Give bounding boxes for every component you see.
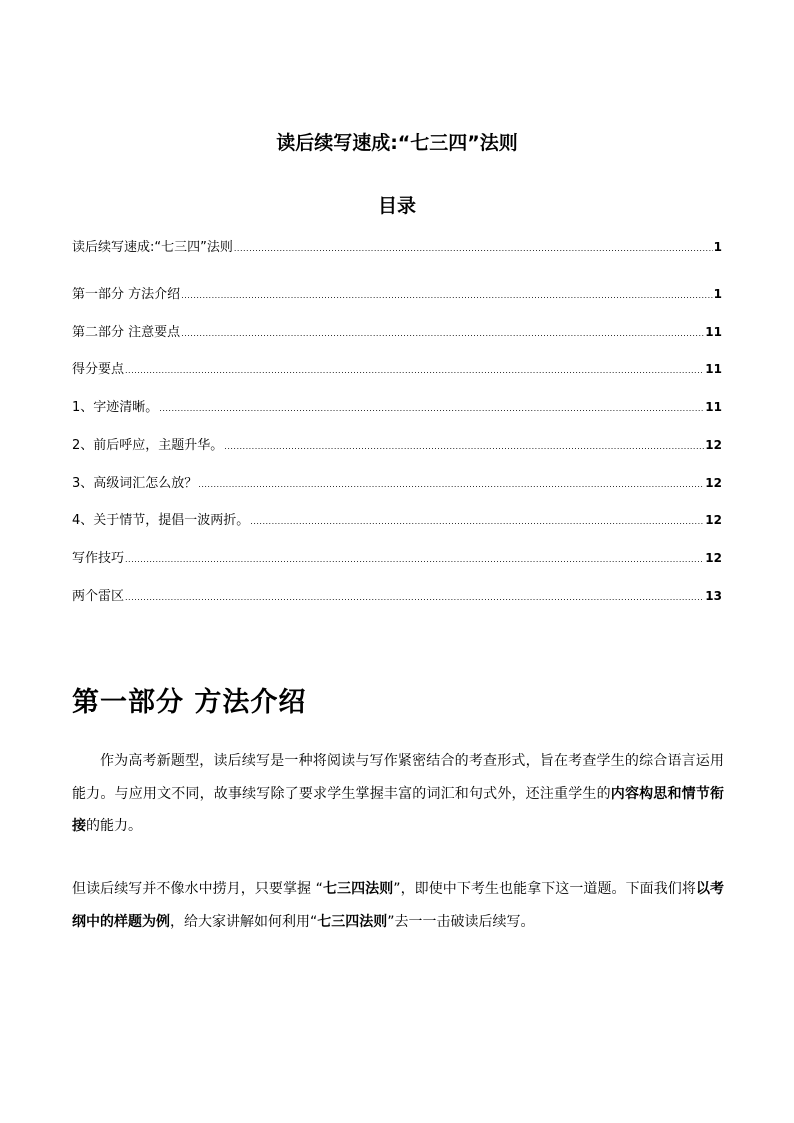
- toc-leader-dots: [224, 442, 704, 451]
- toc-entry-label: 第二部分 注意要点: [72, 325, 181, 340]
- toc-entry[interactable]: [72, 434, 722, 452]
- toc-entry[interactable]: [72, 585, 722, 603]
- toc-entry-label: 3、高级词汇怎么放？: [72, 476, 198, 491]
- toc-entry-page: 1: [713, 287, 722, 301]
- toc-leader-dots: [125, 366, 704, 375]
- emphasis-text: 七三四法则: [322, 881, 394, 897]
- paragraph-text: 作为高考新题型，读后续写是一种将阅读与写作紧密结合的考查形式，旨在考查学生的综合语言运用能力。与应用文不同，故事续写除了要求学生掌握丰富的词汇和句式外，还注重学生的: [72, 753, 724, 802]
- emphasis-text: 以考纲中的样题为例: [72, 881, 725, 930]
- toc-entry-label: 写作技巧: [72, 551, 125, 566]
- toc-entry[interactable]: [72, 321, 722, 339]
- section-heading: 第一部分 方法介绍: [72, 687, 307, 718]
- paragraph-text: 的能力。: [86, 818, 142, 834]
- toc-entry-page: 12: [705, 438, 722, 452]
- paragraph-text: ”去一一击破读后续写。: [387, 913, 535, 930]
- toc-entry[interactable]: [72, 358, 722, 376]
- toc-entry-label: 1、字迹清晰。: [72, 400, 159, 415]
- toc-entry-label: 第一部分 方法介绍: [72, 287, 181, 302]
- emphasis-text: 七三四法则: [317, 913, 388, 930]
- body-paragraph-method: [72, 873, 724, 938]
- toc-entry-label: 得分要点: [72, 362, 125, 377]
- toc-entry-page: 13: [705, 589, 722, 603]
- toc-entry[interactable]: [72, 547, 722, 565]
- toc-entry-page: 12: [705, 551, 722, 565]
- toc-entry-page: 11: [705, 325, 722, 339]
- toc-leader-dots: [234, 244, 713, 253]
- toc-entry[interactable]: [72, 472, 722, 490]
- toc-entry[interactable]: [72, 283, 722, 301]
- toc-entry-page: 1: [713, 240, 722, 254]
- toc-entry-page: 11: [705, 400, 722, 414]
- toc-leader-dots: [159, 404, 704, 413]
- toc-leader-dots: [125, 593, 704, 602]
- toc-entry-label: 读后续写速成:“七三四”法则: [72, 240, 233, 255]
- toc-entry-label: 2、前后呼应，主题升华。: [72, 438, 224, 453]
- toc-leader-dots: [181, 291, 713, 300]
- emphasis-text: 内容构思和情节衔接: [72, 785, 725, 834]
- toc-leader-dots: [250, 517, 704, 526]
- toc-entry-page: 12: [705, 476, 722, 490]
- toc-leader-dots: [125, 555, 704, 564]
- toc-entry[interactable]: [72, 396, 722, 414]
- document-title: 读后续写速成:“七三四”法则: [276, 132, 518, 154]
- paragraph-text: ，给大家讲解如何利用“: [170, 913, 318, 930]
- toc-entry-label: 4、关于情节，提倡一波两折。: [72, 513, 250, 528]
- toc-entry-page: 12: [705, 513, 722, 527]
- toc-entry[interactable]: [72, 509, 722, 527]
- toc-entry[interactable]: [72, 236, 722, 254]
- body-paragraph-intro: [72, 745, 724, 843]
- toc-leader-dots: [198, 480, 704, 489]
- paragraph-text: ”，即使中下考生也能拿下这一道题。下面我们将: [393, 881, 696, 897]
- toc-entry-page: 11: [705, 362, 722, 376]
- toc-leader-dots: [181, 329, 704, 338]
- paragraph-text: 但读后续写并不像水中捞月，只要掌握 “: [72, 881, 323, 897]
- toc-entry-label: 两个雷区: [72, 589, 125, 604]
- toc-heading: 目录: [377, 195, 416, 217]
